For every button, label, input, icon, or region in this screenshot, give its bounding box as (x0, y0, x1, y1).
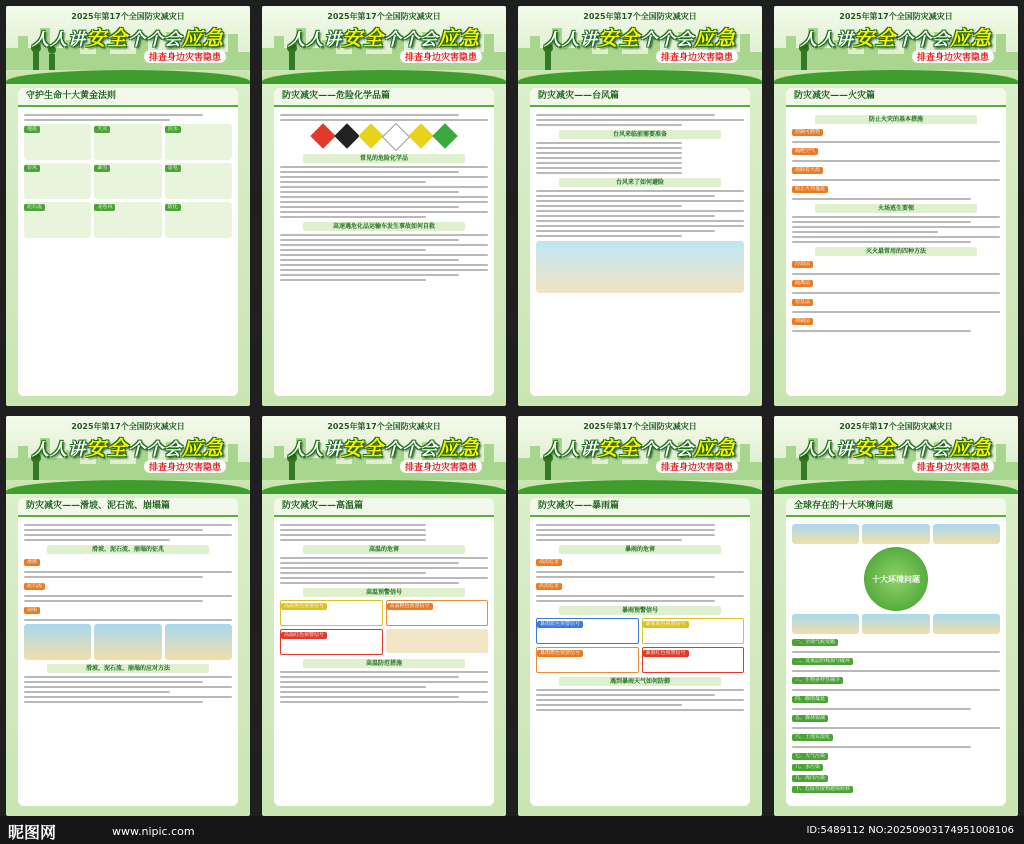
hazard-diamond-icon (334, 123, 359, 148)
content-card: 防灾减灾——滑坡、泥石流、崩塌篇 滑坡、泥石流、崩塌的征兆 滑坡 泥石流 崩塌 滑坡、泥石流、崩塌的应对方法 (18, 498, 238, 806)
card-title: 守护生命十大黄金法则 (18, 88, 238, 107)
disaster-day-line: 2025年第17个全国防灾减灾日 (327, 12, 441, 21)
content-card: 守护生命十大黄金法则 地震 火灾 洪水 台风 暴雪 雷电 泥石流 龙卷风 防化 (18, 88, 238, 396)
poster-banner (774, 6, 1018, 84)
disaster-day-line: 2025年第17个全国防灾减灾日 (71, 12, 185, 21)
poster-banner (518, 416, 762, 494)
slogan: 人人讲安全个个会应急 (800, 26, 992, 50)
grass-strip (262, 70, 506, 84)
slogan-subtitle: 排查身边灾害隐患 (144, 460, 226, 473)
poster-environment (774, 416, 1018, 816)
hazard-diamond-icon (382, 123, 410, 151)
slogan: 人人讲安全个个会应急 (32, 26, 224, 50)
slogan-subtitle: 排查身边灾害隐患 (912, 460, 994, 473)
section-heading: 暴雨的危害 (559, 545, 721, 554)
slogan-subtitle: 排查身边灾害隐患 (656, 460, 738, 473)
section-heading: 滑坡、泥石流、崩塌的应对方法 (47, 664, 209, 673)
grass-strip (6, 480, 250, 494)
section-heading: 遇到暴雨天气如何防御 (559, 677, 721, 686)
slogan-subtitle: 排查身边灾害隐患 (400, 50, 482, 63)
section-heading: 火场逃生要领 (815, 204, 977, 213)
poster-banner (6, 416, 250, 494)
disaster-day-line: 2025年第17个全国防灾减灾日 (583, 12, 697, 21)
hazard-diamond-icon (432, 123, 457, 148)
section-heading: 高速遇危化品运输车发生事故如何自救 (303, 222, 465, 231)
poster-hazardous-chemicals (262, 6, 506, 406)
hazard-diamond-icon (310, 123, 335, 148)
watermark-bar (0, 816, 1024, 844)
content-card (530, 88, 750, 396)
section-heading: 滑坡、泥石流、崩塌的征兆 (47, 545, 209, 554)
poster-typhoon (518, 6, 762, 406)
poster-banner (518, 6, 762, 84)
disaster-day-line: 2025年第17个全国防灾减灾日 (583, 422, 697, 431)
slogan-subtitle: 排查身边灾害隐患 (656, 50, 738, 63)
card-title: 防灾减灾——滑坡、泥石流、崩塌篇 (18, 498, 238, 517)
content-card: 全球存在的十大环境问题 十大环境问题 一、全球气候变暖 二、臭氧层的耗损与破坏 三、生物多样性减少 四、酸雨蔓延 五、森林锐减 六、土地荒漠化 七、大气污染 八、水污染 九、海洋污染 十、危险性废物越境转移 (786, 498, 1006, 806)
card-title: 防灾减灾——暴雨篇 (530, 498, 750, 517)
slogan-subtitle: 排查身边灾害隐患 (912, 50, 994, 63)
poster-banner (774, 416, 1018, 494)
slogan-subtitle: 排查身边灾害隐患 (400, 460, 482, 473)
hazard-symbols (280, 124, 488, 150)
watermark-id: ID:5489112 NO:20250903174951008106 (806, 825, 1014, 836)
poster-fire (774, 6, 1018, 406)
disaster-day-line: 2025年第17个全国防灾减灾日 (327, 422, 441, 431)
hazard-diamond-icon (408, 123, 433, 148)
poster-golden-rules (6, 6, 250, 406)
poster-heat (262, 416, 506, 816)
poster-rainstorm (518, 416, 762, 816)
slogan: 人人讲安全个个会应急 (288, 26, 480, 50)
section-heading: 灭火最常用的四种方法 (815, 247, 977, 256)
slogan: 人人讲安全个个会应急 (288, 436, 480, 460)
grass-strip (518, 480, 762, 494)
grass-strip (518, 70, 762, 84)
poster-banner (6, 6, 250, 84)
content-card: 防灾减灾——暴雨篇 暴雨的危害 渍涝危害 洪涝危害 暴雨预警信号 暴雨蓝色预警信号 暴雨黄色预警信号 暴雨橙色预警信号 暴雨红色预警信号 遇到暴雨天气如何防御 (530, 498, 750, 806)
slogan: 人人讲安全个个会应急 (544, 26, 736, 50)
poster-grid (6, 6, 1018, 816)
slogan-subtitle: 排查身边灾害隐患 (144, 50, 226, 63)
card-title: 全球存在的十大环境问题 (786, 498, 1006, 517)
section-heading: 高温的危害 (303, 545, 465, 554)
poster-banner (262, 416, 506, 494)
slogan: 人人讲安全个个会应急 (544, 436, 736, 460)
slogan: 人人讲安全个个会应急 (800, 436, 992, 460)
grass-strip (6, 70, 250, 84)
card-title: 防灾减灾——高温篇 (274, 498, 494, 517)
content-card (274, 88, 494, 396)
hazard-diamond-icon (358, 123, 383, 148)
grass-strip (774, 70, 1018, 84)
disaster-day-line: 2025年第17个全国防灾减灾日 (71, 422, 185, 431)
section-heading: 台风来临前需要准备 (559, 130, 721, 139)
disaster-day-line: 2025年第17个全国防灾减灾日 (839, 12, 953, 21)
poster-banner (262, 6, 506, 84)
watermark-url: www.nipic.com (112, 825, 195, 838)
watermark-logo: 昵图网 (8, 823, 57, 842)
center-badge: 十大环境问题 (864, 547, 928, 611)
card-title: 防灾减灾——火灾篇 (786, 88, 1006, 107)
disaster-day-line: 2025年第17个全国防灾减灾日 (839, 422, 953, 431)
grass-strip (262, 480, 506, 494)
poster-landslide (6, 416, 250, 816)
typhoon-illustration (536, 241, 744, 293)
content-card: 防灾减灾——火灾篇 防止火灾的基本措施 控制可燃物 隔绝空气 消除着火源 阻止火势蔓延 火场逃生要领 灭火最常用的四种方法 冷却法 隔离法 窒息法 抑制法 (786, 88, 1006, 396)
section-heading: 高温防范措施 (303, 659, 465, 668)
section-heading: 台风来了如何避险 (559, 178, 721, 187)
slogan: 人人讲安全个个会应急 (32, 436, 224, 460)
section-heading: 防止火灾的基本措施 (815, 115, 977, 124)
content-card: 防灾减灾——高温篇 高温的危害 高温预警信号 高温黄色预警信号 高温橙色预警信号 高温红色预警信号 高温防范措施 (274, 498, 494, 806)
section-heading: 常见的危险化学品 (303, 154, 465, 163)
card-title: 防灾减灾——台风篇 (530, 88, 750, 107)
card-title: 防灾减灾——危险化学品篇 (274, 88, 494, 107)
section-heading: 暴雨预警信号 (559, 606, 721, 615)
grass-strip (774, 480, 1018, 494)
section-heading: 高温预警信号 (303, 588, 465, 597)
